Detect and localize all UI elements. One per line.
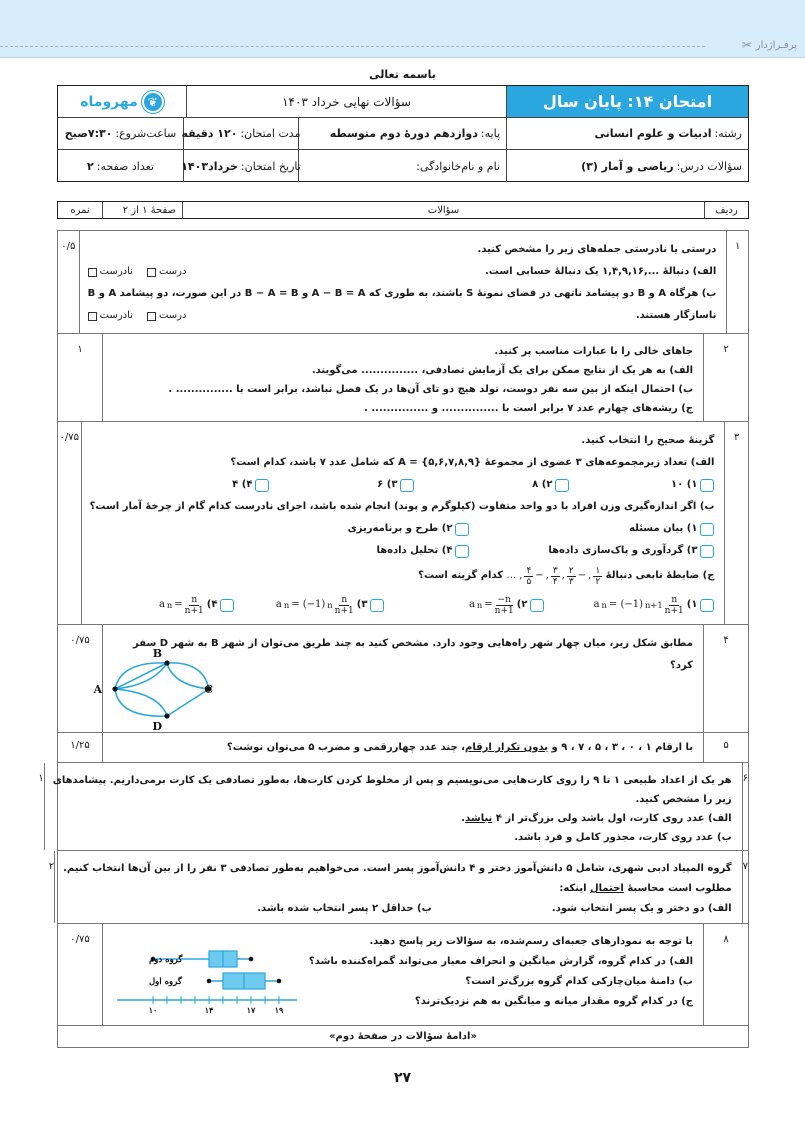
question-number: ۷ — [742, 851, 748, 923]
part-b: ب) دامنهٔ میان‌چارکی کدام گروه بزرگ‌تر است؟ — [465, 976, 693, 987]
col-page: صفحهٔ ۱ از ۲ — [102, 202, 182, 218]
question-row-3 — [58, 422, 748, 625]
true-false-b — [88, 305, 187, 327]
question-body — [93, 625, 703, 733]
page-number: ۲۷ — [393, 1070, 412, 1086]
start-time-cell: ساعت‌شروع: ۷:۳۰صبح — [64, 127, 177, 140]
option[interactable]: ۴) ۴ — [232, 474, 269, 496]
option[interactable]: ۲) ۸ — [414, 474, 569, 496]
logo-text: مهروماه — [80, 93, 138, 110]
checkbox-icon — [147, 268, 156, 277]
grade-cell: پایه: دوازدهم دورهٔ دوم متوسطه — [298, 118, 506, 149]
part-c: ج) ضابطهٔ تابعی دنبالهٔ $\frac{۱}{۲}$ , − $\frac{۲}{۳}$ , $\frac{۳}{۴}$ , − $\frac{۴}{۵}$ , ... کدام گزینه است؟ — [418, 565, 715, 587]
checkbox-icon — [147, 312, 156, 321]
blank-b: ب) احتمال اینکه از بین سه نفر دوست، تولد هیچ دو تای آن‌ها در یک فصل نباشد، برابر است با ............... . — [168, 384, 693, 395]
options-a — [90, 474, 715, 496]
question-number: ۵ — [703, 733, 748, 762]
question-body — [102, 924, 703, 1025]
question-number: ۴ — [703, 625, 748, 732]
svg-text:C: C — [204, 683, 213, 696]
part-c: ج) در کدام گروه مقدار میانه و میانگین به هم نزدیک‌ترند؟ — [414, 996, 693, 1007]
svg-text:۱۴: ۱۴ — [204, 1005, 214, 1015]
svg-text:۱۷: ۱۷ — [246, 1005, 256, 1015]
options-b — [90, 518, 715, 540]
question-row-5 — [58, 733, 748, 763]
col-score: نمره — [70, 204, 90, 216]
checkbox-icon — [555, 479, 569, 492]
true-false-a — [88, 261, 187, 283]
checkbox-icon — [700, 479, 714, 492]
question-row-1 — [58, 231, 748, 334]
question-row-6 — [38, 763, 748, 851]
column-header-bar — [57, 201, 749, 219]
question-title: هر یک از اعداد طبیعی ۱ تا ۹ را روی کارت‌هایی می‌نویسیم و پس از مخلوط کردن کارت‌ها، به‌طور تصادفی یک کارت برمی‌داریم. پیشامدهای — [52, 775, 732, 786]
city-graph — [93, 643, 231, 733]
cut-line — [0, 46, 705, 47]
option[interactable]: ۴) تحلیل داده‌ها — [376, 540, 469, 562]
question-number: ۱ — [726, 231, 748, 333]
question-title: جاهای خالی را با عبارات مناسب پر کنید. — [494, 346, 693, 357]
exam-header — [57, 85, 749, 182]
question-score: ۱ — [38, 773, 44, 784]
field-cell: رشته: ادبیات و علوم انسانی — [506, 118, 748, 149]
part-b: ب) حداقل ۲ پسر انتخاب شده باشد. — [257, 903, 432, 914]
question-row-2 — [58, 334, 748, 422]
question-title: گزینهٔ صحیح را انتخاب کنید. — [581, 435, 715, 446]
question-score: ۰/۷۵ — [70, 934, 90, 945]
svg-text:D: D — [152, 720, 162, 733]
continuation-note: «ادامهٔ سؤالات در صفحهٔ دوم» — [329, 1031, 477, 1042]
option[interactable]: ۳) ۶ — [269, 474, 414, 496]
blank-a: الف) به هر یک از نتایج ممکن برای یک آزمایش تصادفی، ............... می‌گویند. — [311, 365, 693, 376]
option[interactable]: ۱) ۱۰ — [569, 474, 714, 496]
box-plot-chart — [107, 938, 317, 1018]
checkbox-icon — [88, 312, 97, 321]
top-band — [0, 0, 805, 58]
scissors-icon: ✂ — [741, 38, 752, 52]
options-c — [90, 590, 715, 620]
svg-text:گروه اول: گروه اول — [149, 977, 182, 987]
question-score: ۱/۲۵ — [70, 740, 90, 751]
question-number: ۶ — [742, 763, 748, 850]
part-a: الف) عدد روی کارت، اول باشد ولی بزرگ‌تر از ۴ نباشد. — [461, 813, 732, 824]
checkbox-icon — [700, 523, 714, 536]
question-row-8 — [58, 924, 748, 1026]
question-body — [79, 231, 727, 333]
statement-a: الف) دنبالهٔ ...,۱,۴,۹,۱۶ یک دنبالهٔ حسابی است. — [484, 266, 717, 277]
option[interactable]: ۲) طرح و برنامه‌ریزی — [348, 518, 470, 540]
question-score: ۱ — [77, 344, 83, 355]
svg-text:B: B — [152, 647, 162, 660]
checkbox-icon — [455, 523, 469, 536]
name-cell: نام و نام‌خانوادگی: — [298, 150, 506, 182]
page-count-cell: تعداد صفحه: ۲ — [87, 159, 154, 173]
question-title: گروه المپیاد ادبی شهری، شامل ۵ دانش‌آموز دختر و ۴ دانش‌آموز پسر است. می‌خواهیم به‌طور تصادفی ۳ نفر را از بین آن‌ها انتخاب کنیم. — [63, 863, 732, 874]
statement-b-end: ناسازگار هستند. — [635, 310, 717, 321]
question-number: ۳ — [724, 422, 748, 624]
question-row-7 — [48, 851, 748, 924]
question-title: با توجه به نمودارهای جعبه‌ای رسم‌شده، به سؤالات زیر پاسخ دهید. — [369, 936, 693, 947]
svg-text:گروه دوم: گروه دوم — [149, 955, 183, 965]
question-body: با ارقام ۱ ، ۰ ، ۳ ، ۵ ، ۷ ، ۹ و بدون تکرار ارقام، چند عدد چهاررقمی و مضرب ۵ می‌توان نوشت؟ — [102, 733, 703, 762]
part-a: الف) در کدام گروه، گزارش میانگین و انحراف معیار می‌تواند گمراه‌کننده باشد؟ — [308, 956, 693, 967]
option[interactable]: ۳) گردآوری و پاک‌سازی داده‌ها — [469, 540, 714, 562]
question-body — [81, 422, 725, 624]
statement-b: ب) هرگاه A و B دو پیشامد ناتهی در فضای نمونهٔ S باشند، به طوری که A − B = A و B − A = B در این صورت، دو پیشامد A و B — [87, 288, 717, 299]
duration-cell: مدت امتحان: ۱۲۰ دقیقه — [183, 118, 298, 149]
blank-c: ج) ریشه‌های چهارم عدد ۷ برابر است با ............... و ............... . — [364, 403, 693, 414]
cut-label — [742, 38, 797, 52]
question-score: ۰/۵ — [61, 241, 76, 252]
false-option[interactable]: نادرست — [88, 261, 133, 283]
false-option[interactable]: نادرست — [88, 305, 133, 327]
part-b: ب) عدد روی کارت، مجذور کامل و فرد باشد. — [514, 832, 732, 843]
checkbox-icon — [88, 268, 97, 277]
exam-title: امتحان ۱۴: پایان سال — [506, 86, 748, 117]
date-cell: تاریخ امتحان: خرداد۱۴۰۳ — [183, 150, 298, 182]
svg-text:۱۰: ۱۰ — [148, 1005, 158, 1015]
question-body: هر یک از اعداد طبیعی ۱ تا ۹ را روی کارت‌هایی می‌نویسیم و پس از مخلوط کردن کارت‌ها، به‌طور تصادفی یک کارت برمی‌داریم. پیشامدهای زیر را مشخص کنید. الف) عدد روی کارت، اول باشد ولی بزرگ‌تر از ۴ نباشد. ب) عدد روی کارت، مجذور کامل و فرد باشد. — [44, 763, 742, 850]
options-b-2 — [90, 540, 715, 562]
option[interactable]: ۴) a n = $\frac{n}{n+1}$ — [159, 594, 235, 616]
question-score: ۰/۷۵ — [70, 635, 90, 646]
question-score: ۲ — [48, 861, 55, 872]
col-row: ردیف — [704, 202, 748, 218]
question-body — [102, 334, 703, 421]
basmala: باسمه تعالی — [369, 68, 436, 81]
checkbox-icon — [255, 479, 269, 492]
svg-text:۱۹: ۱۹ — [274, 1005, 284, 1015]
checkbox-icon — [700, 545, 714, 558]
questions-table — [38, 230, 749, 1048]
part-a: الف) دو دختر و یک پسر انتخاب شود. — [551, 903, 732, 914]
checkbox-icon — [400, 479, 414, 492]
course-cell: سؤالات درس: ریاضی و آمار (۳) — [506, 150, 748, 182]
question-score: ۰/۷۵ — [59, 432, 80, 443]
option[interactable]: ۲) a n = $\frac{-n}{n+1}$ — [384, 594, 544, 616]
true-option[interactable]: درست — [147, 261, 186, 283]
question-number: ۲ — [703, 334, 748, 421]
part-b: ب) اگر اندازه‌گیری وزن افراد با دو واحد متفاوت (کیلوگرم و پوند) انجام شده باشد، اجرای نادرست کدام گام از چرخهٔ آمار است؟ — [89, 501, 715, 512]
cut-label-text: پرفـراژدار — [755, 39, 797, 51]
option[interactable]: ۱) a n = (−1) n+1 $\frac{n}{n+1}$ — [544, 594, 714, 616]
option[interactable]: ۱) بیان مسئله — [469, 518, 714, 540]
question-body: گروه المپیاد ادبی شهری، شامل ۵ دانش‌آموز دختر و ۴ دانش‌آموز پسر است. می‌خواهیم به‌طور تصادفی ۳ نفر را از بین آن‌ها انتخاب کنیم. مطلوب است محاسبهٔ احتمال اینکه: الف) دو دختر و یک پسر انتخاب شود. ب) حداقل ۲ پسر انتخاب شده باشد. — [54, 851, 742, 923]
question-number: ۸ — [703, 924, 748, 1025]
butterfly-icon: ❦ — [142, 91, 164, 113]
true-option[interactable]: درست — [147, 305, 186, 327]
question-title: مطابق شکل زیر، میان چهار شهر راه‌هایی وجود دارد. مشخص کنید به چند طریق می‌توان از شهر B به شهر D سفر کرد؟ — [132, 638, 693, 671]
question-row-4 — [58, 625, 748, 733]
part-a: الف) تعداد زیرمجموعه‌های ۳ عضوی از مجموعهٔ A = {۵,۶,۷,۸,۹} که شامل عدد ۷ باشد، کدام است؟ — [230, 457, 715, 468]
option[interactable]: ۳) a n = (−1) n $\frac{n}{n+1}$ — [234, 594, 384, 616]
col-questions: سؤالات — [182, 202, 704, 218]
checkbox-icon — [220, 599, 234, 612]
checkbox-icon — [455, 545, 469, 558]
svg-text:A: A — [93, 683, 102, 696]
question-title: درستی یا نادرستی جمله‌های زیر را مشخص کنید. — [477, 244, 717, 255]
checkbox-icon — [700, 599, 714, 612]
publisher-logo — [58, 86, 186, 117]
checkbox-icon — [530, 599, 544, 612]
exam-subtitle: سؤالات نهایی خرداد ۱۴۰۳ — [186, 86, 506, 117]
checkbox-icon — [370, 599, 384, 612]
